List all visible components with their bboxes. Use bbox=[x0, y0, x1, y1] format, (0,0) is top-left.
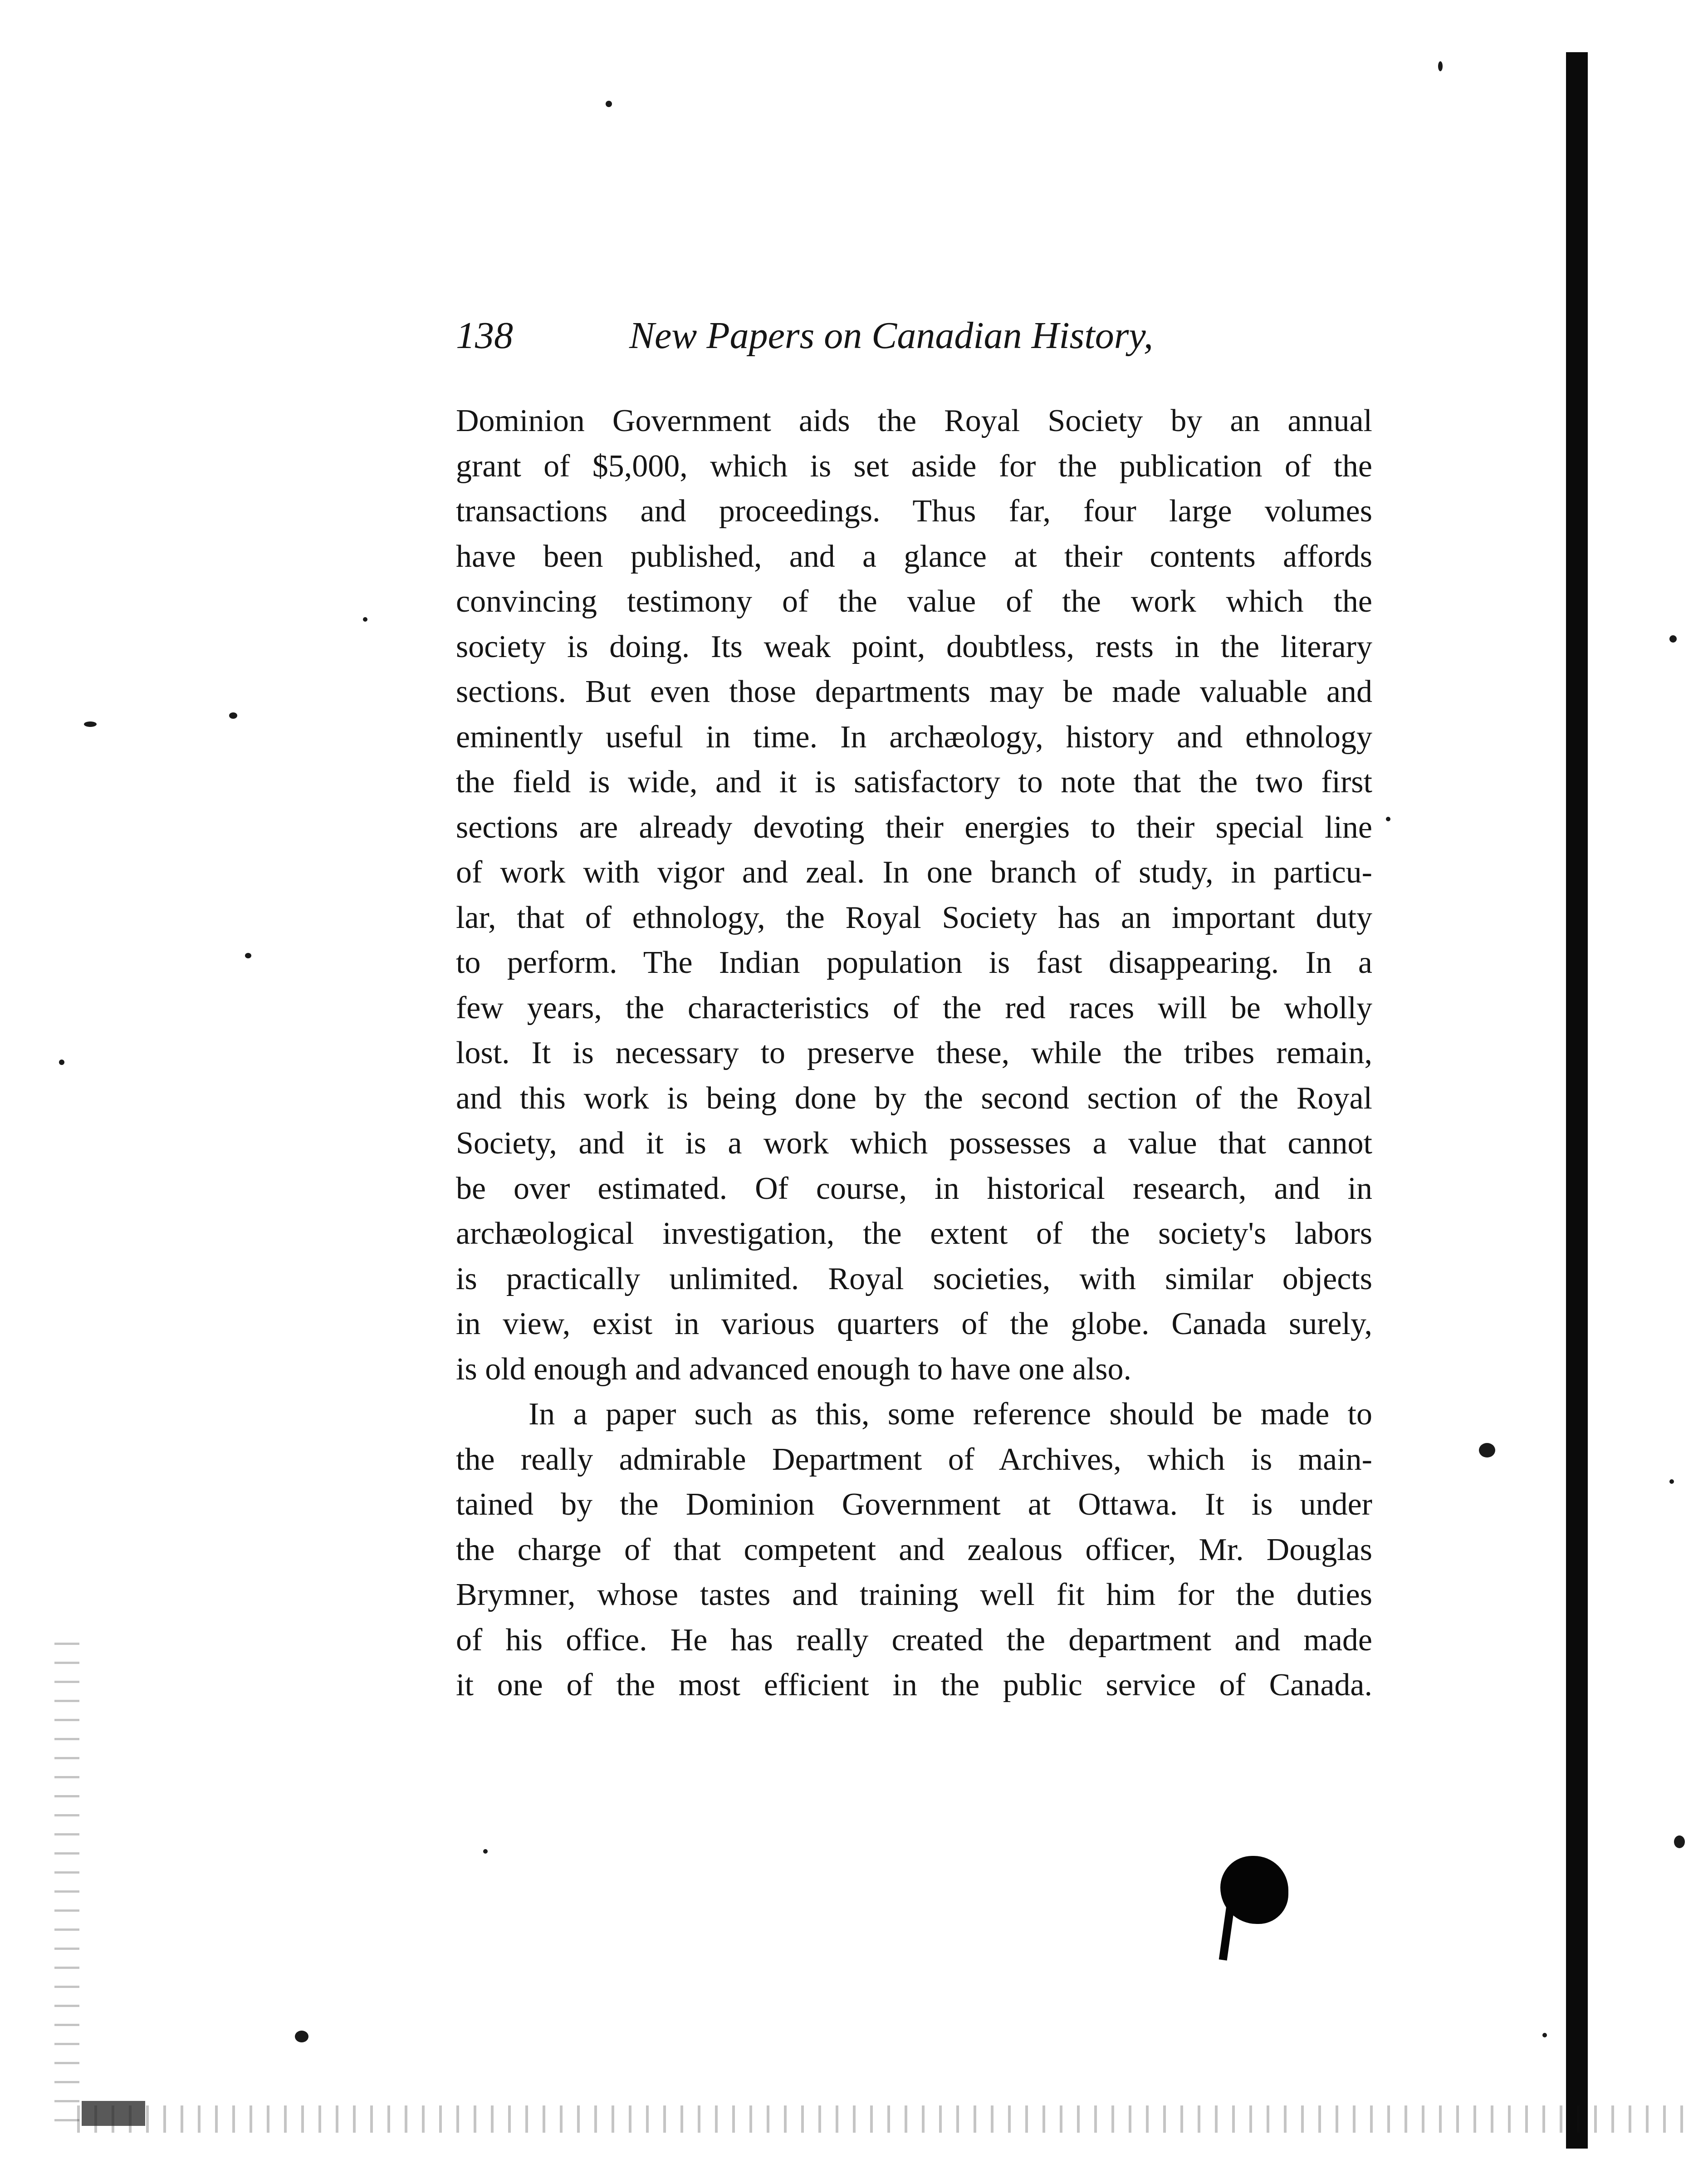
speck bbox=[229, 712, 237, 719]
text-line: Dominion Government aids the Royal Society by an annual bbox=[456, 403, 1372, 438]
text-line: of work with vigor and zeal. In one branch of study, in particu- bbox=[456, 855, 1372, 890]
text-line: transactions and proceedings. Thus far, four large volumes bbox=[456, 494, 1372, 529]
speck bbox=[245, 953, 251, 958]
text-line: it one of the most efficient in the public service of Canada. bbox=[456, 1668, 1372, 1703]
speck bbox=[1542, 2033, 1547, 2037]
text-line: and this work is being done by the second section of the Royal bbox=[456, 1080, 1372, 1116]
text-line: lar, that of ethnology, the Royal Society has an important duty bbox=[456, 900, 1372, 935]
text-line: the charge of that competent and zealous officer, Mr. Douglas bbox=[456, 1532, 1372, 1567]
speck bbox=[606, 101, 612, 107]
running-head bbox=[456, 309, 1254, 363]
text-line: have been published, and a glance at their contents affords bbox=[456, 539, 1372, 574]
paragraph-2 bbox=[456, 1392, 1372, 1708]
speck bbox=[1386, 817, 1390, 821]
bottom-scan-noise bbox=[77, 2105, 1692, 2133]
speck bbox=[1674, 1835, 1685, 1848]
running-title: New Papers on Canadian History, bbox=[629, 314, 1154, 357]
speck bbox=[363, 617, 367, 622]
speck bbox=[1669, 635, 1677, 643]
speck bbox=[1479, 1443, 1495, 1457]
speck bbox=[1669, 1479, 1674, 1484]
text-line: society is doing. Its weak point, doubtless, rests in the literary bbox=[456, 629, 1372, 664]
text-line: grant of $5,000, which is set aside for the publication of the bbox=[456, 448, 1372, 484]
text-line: be over estimated. Of course, in historical research, and in bbox=[456, 1171, 1372, 1206]
text-line: to perform. The Indian population is fast disappearing. In a bbox=[456, 945, 1372, 980]
page-number: 138 bbox=[456, 314, 513, 357]
text-line: sections. But even those departments may be made valuable and bbox=[456, 674, 1372, 709]
text-line: the field is wide, and it is satisfactory to note that the two first bbox=[456, 765, 1372, 800]
body-text bbox=[456, 398, 1372, 1708]
text-line: Society, and it is a work which possesses a value that cannot bbox=[456, 1126, 1372, 1161]
text-line: is practically unlimited. Royal societies, with similar objects bbox=[456, 1261, 1372, 1296]
text-line: archæological investigation, the extent of the society's labors bbox=[456, 1216, 1372, 1251]
text-line: in view, exist in various quarters of the globe. Canada surely, bbox=[456, 1306, 1372, 1341]
text-line: In a paper such as this, some reference should be made to bbox=[529, 1397, 1372, 1432]
text-line: sections are already devoting their energies to their special line bbox=[456, 810, 1372, 845]
page-edge-shadow bbox=[1566, 52, 1588, 2149]
left-scan-noise bbox=[54, 1643, 79, 2124]
text-line: Brymner, whose tastes and training well fit him for the duties bbox=[456, 1577, 1372, 1612]
speck bbox=[1438, 61, 1443, 71]
text-line: eminently useful in time. In archæology, history and ethnology bbox=[456, 719, 1372, 755]
text-line: is old enough and advanced enough to have one also. bbox=[456, 1351, 1132, 1387]
speck bbox=[59, 1060, 64, 1065]
text-line: of his office. He has really created the department and made bbox=[456, 1622, 1372, 1658]
text-line: tained by the Dominion Government at Ottawa. It is under bbox=[456, 1487, 1372, 1522]
paragraph-1 bbox=[456, 398, 1372, 1392]
corner-scan-mark bbox=[82, 2101, 145, 2126]
text-line: the really admirable Department of Archives, which is main- bbox=[456, 1442, 1372, 1477]
text-line: convincing testimony of the value of the work which the bbox=[456, 584, 1372, 619]
speck bbox=[84, 721, 97, 727]
speck bbox=[483, 1849, 488, 1854]
text-line: lost. It is necessary to preserve these, while the tribes remain, bbox=[456, 1035, 1372, 1070]
text-line: few years, the characteristics of the red races will be wholly bbox=[456, 990, 1372, 1026]
ink-blot-tail bbox=[1219, 1905, 1235, 1960]
speck bbox=[295, 2031, 308, 2042]
